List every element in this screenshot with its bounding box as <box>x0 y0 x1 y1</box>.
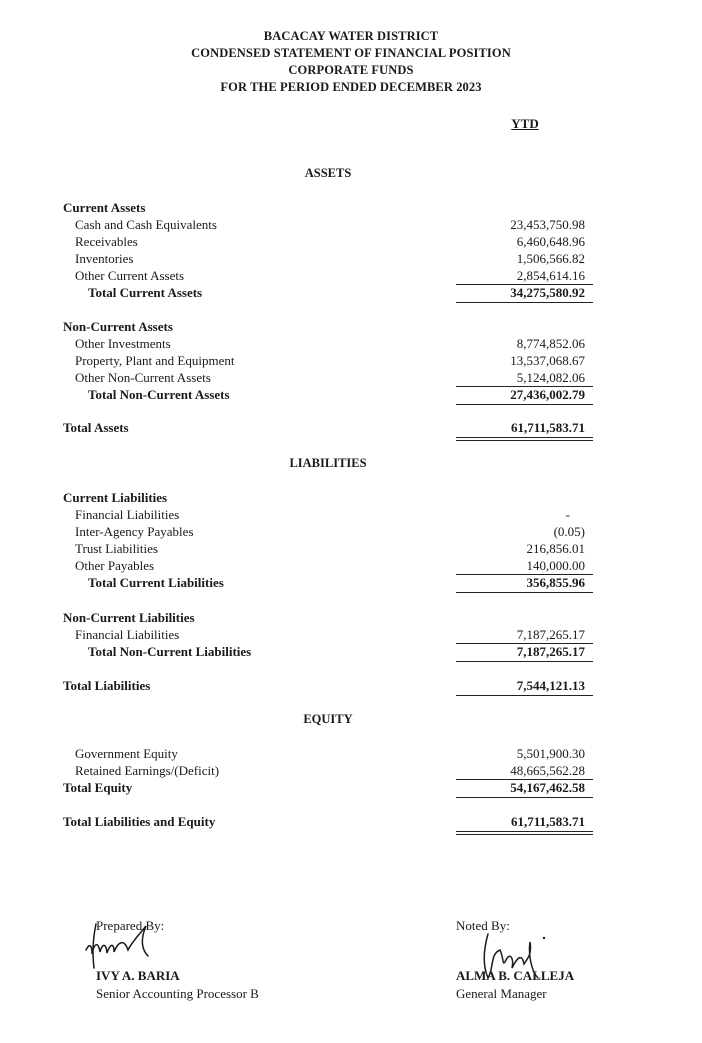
total-current-liabilities-label: Total Current Liabilities <box>88 575 224 590</box>
line-label: Other Payables <box>75 558 155 573</box>
column-header-ytd: YTD <box>511 116 539 131</box>
noted-by-caption: Noted By: <box>456 918 510 933</box>
total-equity-value: 54,167,462.58 <box>510 780 585 795</box>
line-label: Cash and Cash Equivalents <box>75 217 217 232</box>
total-non-current-assets-value: 27,436,002.79 <box>510 387 585 402</box>
total-non-current-liabilities-label: Total Non-Current Liabilities <box>88 644 252 659</box>
line-label: Retained Earnings/(Deficit) <box>75 763 220 778</box>
district-name: BACACAY WATER DISTRICT <box>263 29 439 43</box>
line-label: Property, Plant and Equipment <box>75 353 235 368</box>
total-rule <box>456 404 593 405</box>
total-liabilities-value: 7,544,121.13 <box>516 678 585 693</box>
group-heading-current-liabilities: Current Liabilities <box>63 490 168 505</box>
line-value: 48,665,562.28 <box>510 763 585 778</box>
section-title-assets: ASSETS <box>304 166 352 180</box>
total-non-current-liabilities-value: 7,187,265.17 <box>516 644 585 659</box>
noted-by-name: ALMA B. CALLEJA <box>456 968 575 983</box>
total-rule <box>456 797 593 798</box>
line-value: 8,774,852.06 <box>516 336 585 351</box>
line-label: Financial Liabilities <box>75 627 180 642</box>
total-rule <box>456 592 593 593</box>
line-value: 5,501,900.30 <box>516 746 585 761</box>
total-assets-label: Total Assets <box>63 420 129 435</box>
line-label: Inventories <box>75 251 134 266</box>
double-rule <box>456 831 593 832</box>
line-value: (0.05) <box>553 524 585 539</box>
fund-type: CORPORATE FUNDS <box>288 63 414 77</box>
prepared-by-title: Senior Accounting Processor B <box>96 986 259 1001</box>
total-equity-label: Total Equity <box>63 780 133 795</box>
statement-title: CONDENSED STATEMENT OF FINANCIAL POSITION <box>191 46 511 60</box>
section-title-equity: EQUITY <box>303 712 353 726</box>
group-heading-non-current-assets: Non-Current Assets <box>63 319 173 334</box>
total-non-current-assets-label: Total Non-Current Assets <box>88 387 230 402</box>
line-label: Receivables <box>75 234 138 249</box>
line-value: 23,453,750.98 <box>510 217 585 232</box>
line-value: 6,460,648.96 <box>516 234 585 249</box>
line-label: Financial Liabilities <box>75 507 180 522</box>
total-current-assets-value: 34,275,580.92 <box>510 285 585 300</box>
line-value: 2,854,614.16 <box>516 268 585 283</box>
line-label: Other Current Assets <box>75 268 185 283</box>
total-current-assets-label: Total Current Assets <box>88 285 203 300</box>
total-current-liabilities-value: 356,855.96 <box>526 575 585 590</box>
line-value: 13,537,068.67 <box>510 353 585 368</box>
line-value: 140,000.00 <box>526 558 585 573</box>
total-rule <box>456 661 593 662</box>
line-value: - <box>565 507 570 522</box>
prepared-signature <box>80 920 170 972</box>
prepared-by-name: IVY A. BARIA <box>96 968 180 983</box>
double-rule <box>456 437 593 438</box>
period: FOR THE PERIOD ENDED DECEMBER 2023 <box>220 80 482 94</box>
total-liabilities-label: Total Liabilities <box>63 678 151 693</box>
line-label: Trust Liabilities <box>75 541 158 556</box>
noted-by-title: General Manager <box>456 986 547 1001</box>
prepared-by-caption: Prepared By: <box>96 918 165 933</box>
line-value: 5,124,082.06 <box>516 370 585 385</box>
line-label: Other Investments <box>75 336 171 351</box>
line-label: Government Equity <box>75 746 178 761</box>
total-rule <box>456 695 593 696</box>
total-liabilities-equity-value: 61,711,583.71 <box>510 814 585 829</box>
group-heading-current-assets: Current Assets <box>63 200 146 215</box>
line-value: 7,187,265.17 <box>516 627 585 642</box>
line-value: 1,506,566.82 <box>516 251 585 266</box>
double-rule <box>456 834 593 835</box>
total-rule <box>456 302 593 303</box>
line-label: Inter-Agency Payables <box>75 524 194 539</box>
line-label: Other Non-Current Assets <box>75 370 211 385</box>
section-title-liabilities: LIABILITIES <box>289 456 367 470</box>
group-heading-non-current-liabilities: Non-Current Liabilities <box>63 610 195 625</box>
double-rule <box>456 440 593 441</box>
total-liabilities-equity-label: Total Liabilities and Equity <box>63 814 216 829</box>
total-assets-value: 61,711,583.71 <box>510 420 585 435</box>
line-value: 216,856.01 <box>526 541 585 556</box>
